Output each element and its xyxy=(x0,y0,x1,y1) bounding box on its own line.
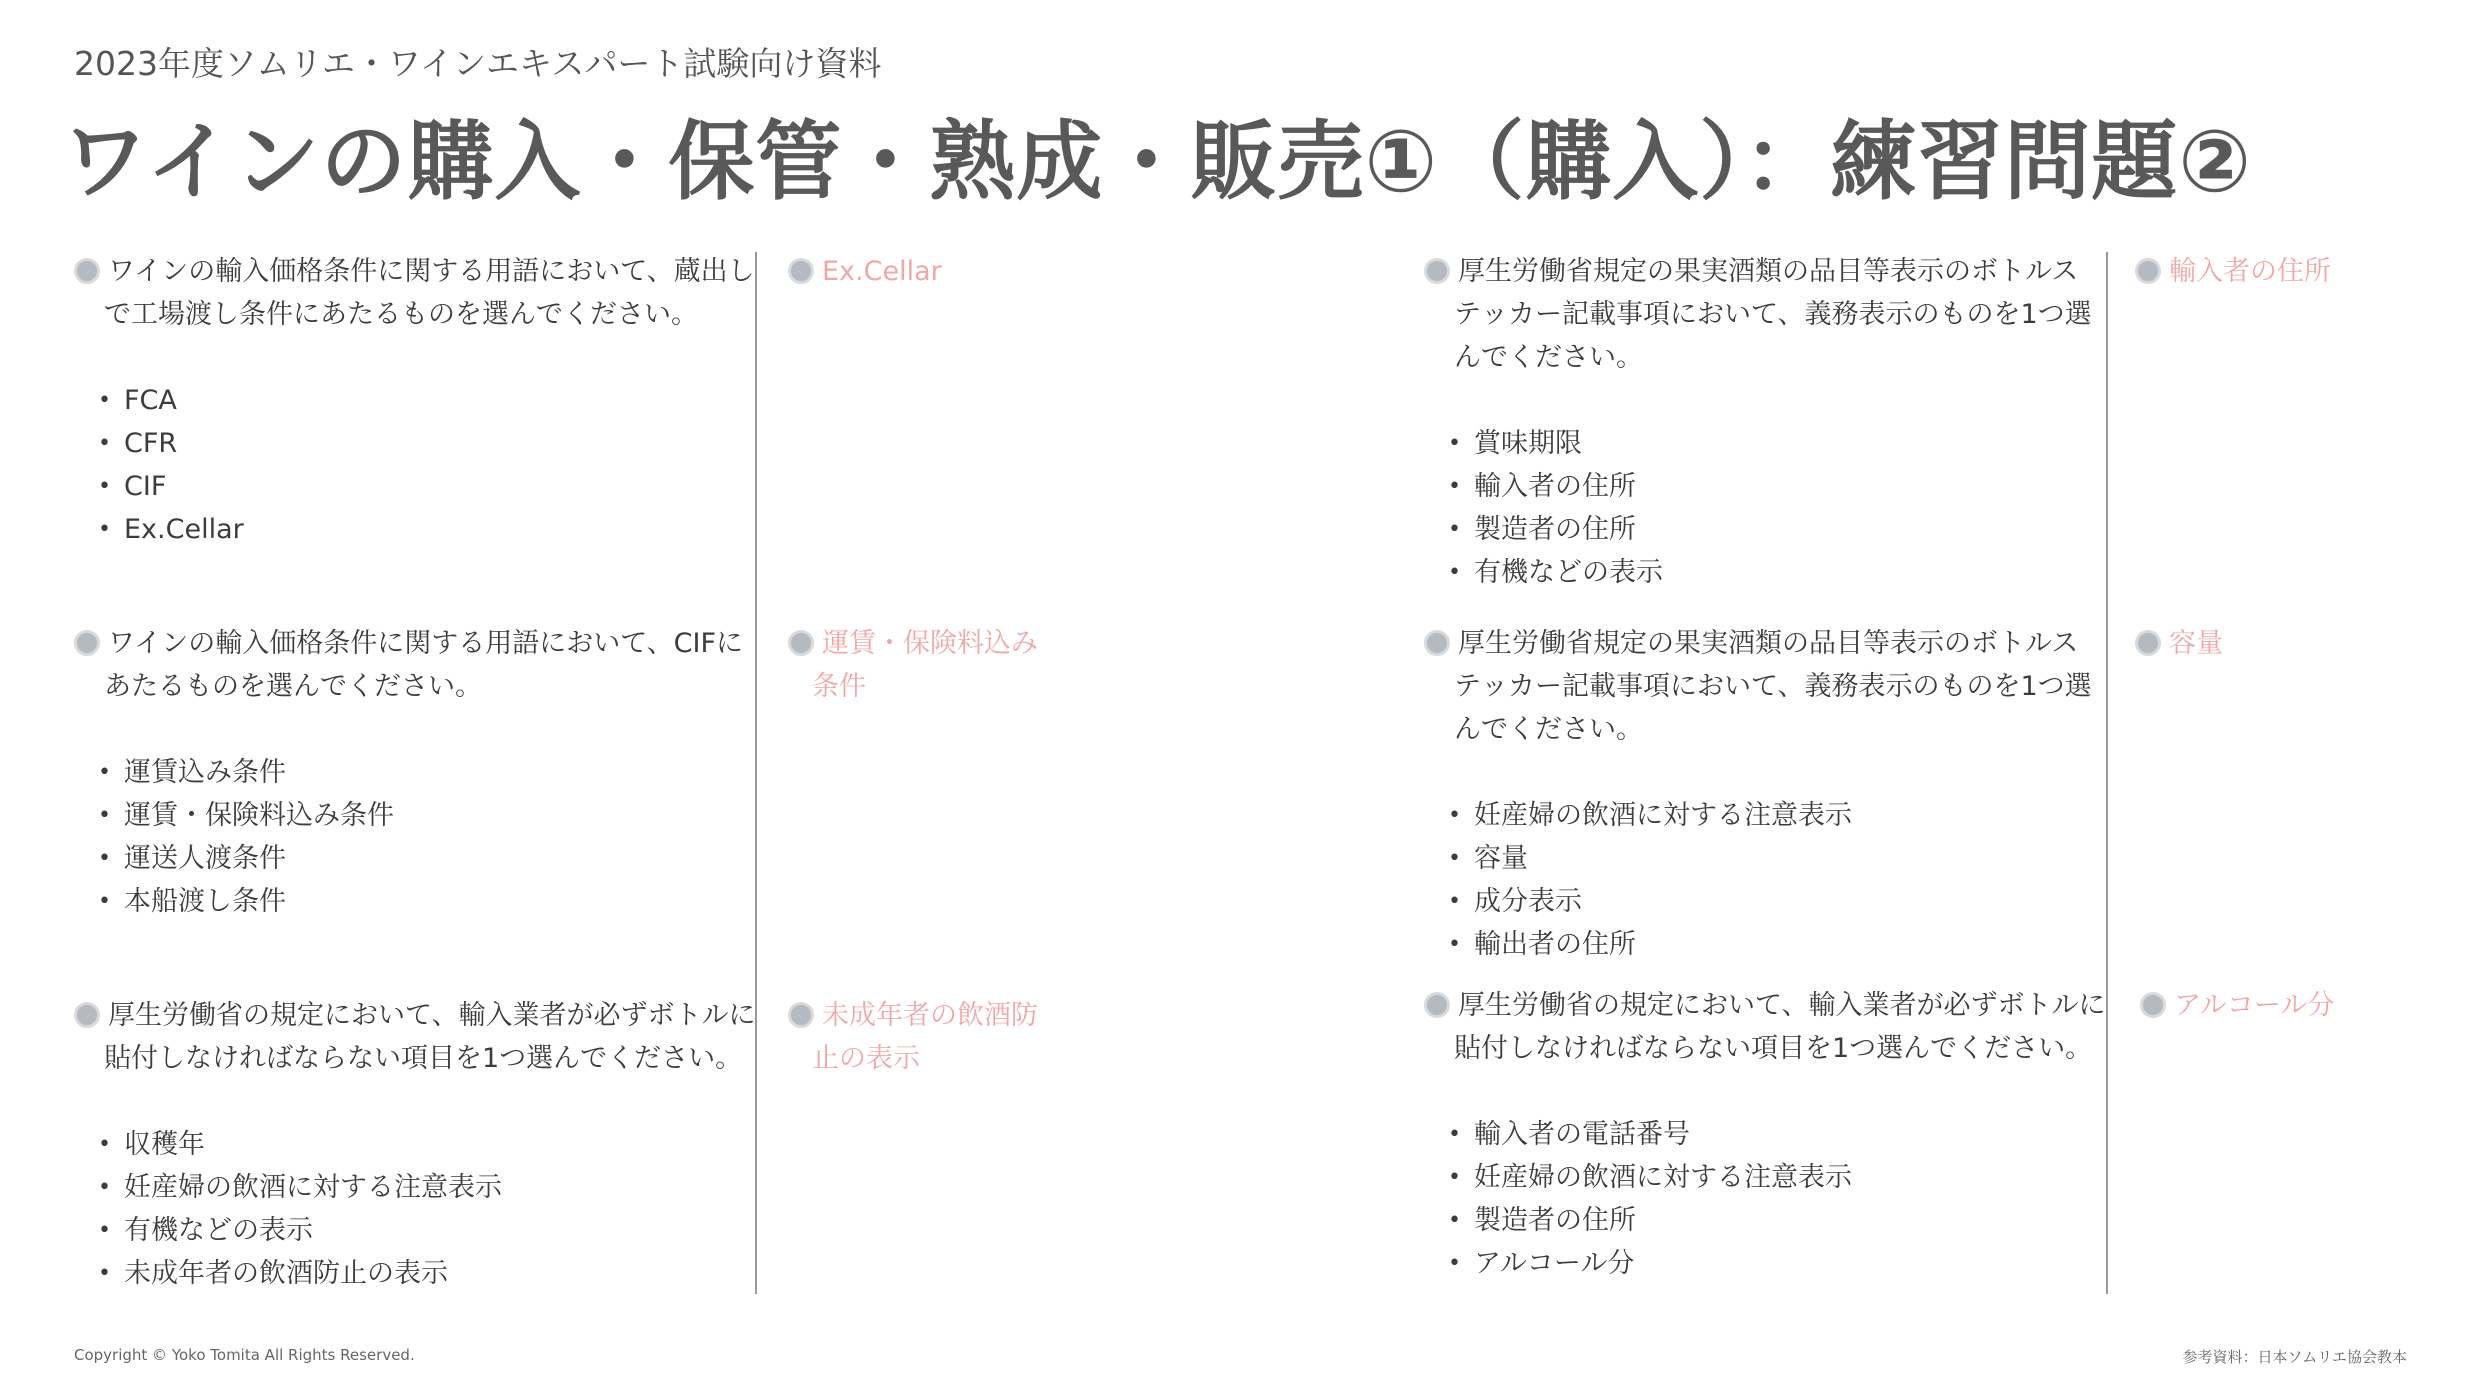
option-item: • 成分表示 xyxy=(1448,880,2092,923)
question-bullet-icon xyxy=(74,630,100,656)
question-text: テッカー記載事項において、義務表示のものを1つ選 xyxy=(1454,299,2092,330)
question-text: 貼付しなければならない項目を1つ選んでください。 xyxy=(1454,1033,2093,1064)
question-text: ワインの輸入価格条件に関する用語において、蔵出し xyxy=(108,256,755,287)
question-text: で工場渡し条件にあたるものを選んでください。 xyxy=(104,299,698,330)
option-item: • CIF xyxy=(98,465,755,508)
option-item: • 容量 xyxy=(1448,837,2092,880)
reference-text: 参考資料：日本ソムリエ協会教本 xyxy=(2182,1348,2407,1366)
question-text: 貼付しなければならない項目を1つ選んでください。 xyxy=(104,1043,743,1074)
option-list xyxy=(74,751,743,923)
option-item: • 妊産婦の飲酒に対する注意表示 xyxy=(1448,794,2092,837)
question-block-right-3 xyxy=(1424,984,2105,1285)
option-list xyxy=(74,1123,755,1295)
option-item: • 運送人渡条件 xyxy=(98,837,743,880)
question-text: んでください。 xyxy=(1454,342,1643,373)
right-divider xyxy=(2106,252,2108,1294)
option-item: • 妊産婦の飲酒に対する注意表示 xyxy=(98,1166,755,1209)
answer-bullet-icon xyxy=(788,1002,814,1028)
option-item: • 有機などの表示 xyxy=(1448,551,2092,594)
copyright-text: Copyright © Yoko Tomita All Rights Reserved. xyxy=(74,1346,415,1364)
question-bullet-icon xyxy=(74,1002,100,1028)
answer-block-right-1 xyxy=(2135,250,2331,293)
option-item: • 製造者の住所 xyxy=(1448,508,2092,551)
question-block-left-2 xyxy=(74,622,743,923)
question-bullet-icon xyxy=(1424,992,1450,1018)
option-item: • 輸出者の住所 xyxy=(1448,923,2092,966)
question-block-left-3 xyxy=(74,994,755,1295)
question-text: あたるものを選んでください。 xyxy=(104,671,482,702)
option-item: • 輸入者の住所 xyxy=(1448,465,2092,508)
answer-text: 止の表示 xyxy=(812,1043,920,1074)
option-item: • 未成年者の飲酒防止の表示 xyxy=(98,1252,755,1295)
option-list xyxy=(1424,1113,2105,1285)
answer-text: 条件 xyxy=(812,671,866,702)
option-item: • 有機などの表示 xyxy=(98,1209,755,1252)
answer-text: アルコール分 xyxy=(2174,990,2335,1021)
option-list xyxy=(1424,794,2092,966)
option-item: • 賞味期限 xyxy=(1448,422,2092,465)
answer-text: 運賃・保険料込み xyxy=(822,628,1038,659)
question-bullet-icon xyxy=(1424,630,1450,656)
option-list xyxy=(74,379,755,551)
question-block-right-2 xyxy=(1424,622,2092,966)
option-list xyxy=(1424,422,2092,594)
answer-bullet-icon xyxy=(2135,630,2161,656)
answer-block-left-1 xyxy=(788,250,942,293)
option-item: • 運賃込み条件 xyxy=(98,751,743,794)
question-text: 厚生労働省の規定において、輸入業者が必ずボトルに xyxy=(108,1000,756,1031)
answer-text: Ex.Cellar xyxy=(822,256,942,287)
page-subtitle: 2023年度ソムリエ・ワインエキスパート試験向け資料 xyxy=(74,44,882,83)
question-text: テッカー記載事項において、義務表示のものを1つ選 xyxy=(1454,671,2092,702)
question-text: ワインの輸入価格条件に関する用語において、CIFに xyxy=(108,628,743,659)
answer-block-right-2 xyxy=(2135,622,2223,665)
option-item: • 製造者の住所 xyxy=(1448,1199,2105,1242)
option-item: • 収穫年 xyxy=(98,1123,755,1166)
question-bullet-icon xyxy=(74,258,100,284)
option-item: • 運賃・保険料込み条件 xyxy=(98,794,743,837)
answer-bullet-icon xyxy=(2140,992,2166,1018)
option-item: • Ex.Cellar xyxy=(98,508,755,551)
question-text: んでください。 xyxy=(1454,714,1643,745)
option-item: • FCA xyxy=(98,379,755,422)
page-title: ワインの購入・保管・熟成・販売①（購入）：練習問題② xyxy=(62,112,2253,212)
answer-block-left-2 xyxy=(788,622,1038,708)
question-bullet-icon xyxy=(1424,258,1450,284)
answer-block-left-3 xyxy=(788,994,1038,1080)
answer-block-right-3 xyxy=(2140,984,2334,1027)
answer-bullet-icon xyxy=(2135,258,2161,284)
answer-bullet-icon xyxy=(788,630,814,656)
option-item: • CFR xyxy=(98,422,755,465)
answer-bullet-icon xyxy=(788,258,814,284)
answer-text: 未成年者の飲酒防 xyxy=(822,1000,1038,1031)
question-text: 厚生労働省規定の果実酒類の品目等表示のボトルス xyxy=(1458,256,2079,287)
answer-text: 容量 xyxy=(2169,628,2223,659)
option-item: • アルコール分 xyxy=(1448,1242,2105,1285)
question-text: 厚生労働省規定の果実酒類の品目等表示のボトルス xyxy=(1458,628,2079,659)
answer-text: 輸入者の住所 xyxy=(2169,256,2331,287)
question-text: 厚生労働省の規定において、輸入業者が必ずボトルに xyxy=(1458,990,2106,1021)
option-item: • 輸入者の電話番号 xyxy=(1448,1113,2105,1156)
option-item: • 本船渡し条件 xyxy=(98,880,743,923)
question-block-left-1 xyxy=(74,250,755,551)
question-block-right-1 xyxy=(1424,250,2092,594)
option-item: • 妊産婦の飲酒に対する注意表示 xyxy=(1448,1156,2105,1199)
